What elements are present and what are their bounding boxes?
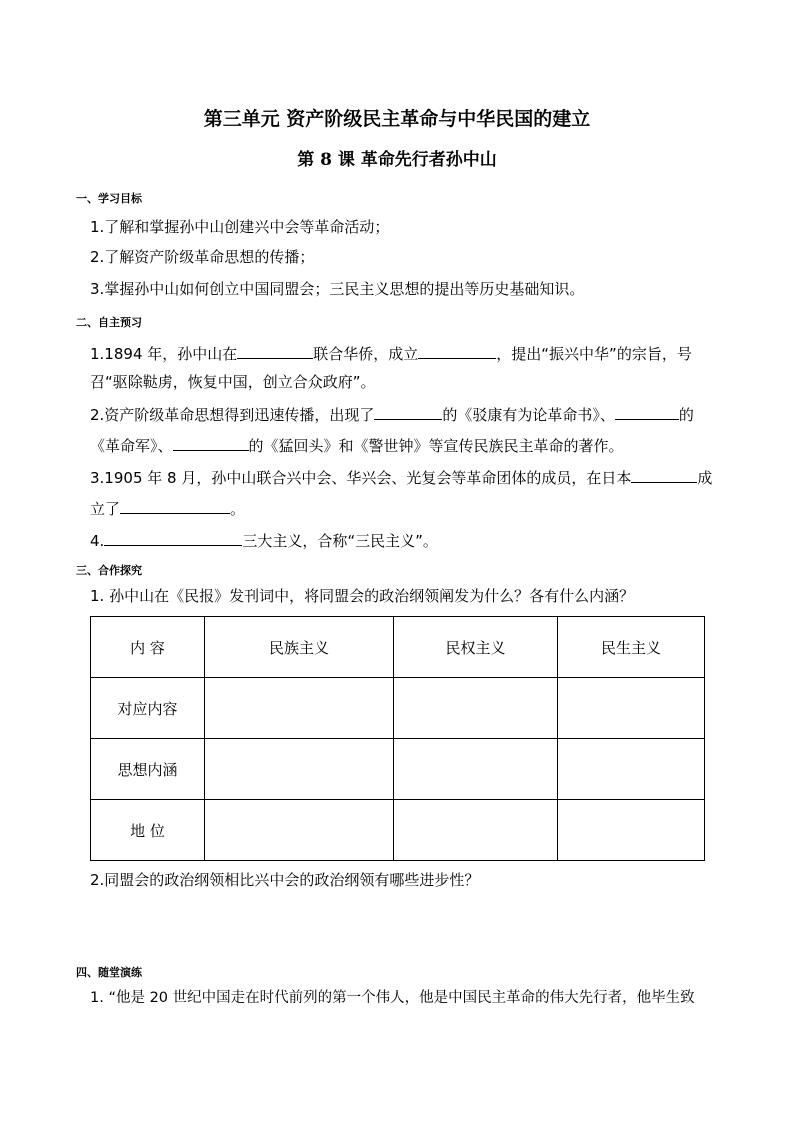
table-cell-empty[interactable] [558, 739, 705, 800]
section-heading-goals: 一、学习目标 [76, 192, 142, 205]
table-cell-empty[interactable] [558, 800, 705, 861]
table-cell-empty[interactable] [205, 739, 394, 800]
fill-blank[interactable] [374, 403, 442, 420]
table-header-cell: 民生主义 [558, 617, 705, 678]
fill-blank[interactable] [120, 497, 230, 514]
cooperate-q1: 1. 孙中山在《民报》发刊词中，将同盟会的政治纲领阐发为什么？各有什么内涵？ [90, 587, 635, 605]
section-heading-cooperate: 三、合作探究 [76, 564, 142, 577]
table-cell-empty[interactable] [558, 678, 705, 739]
table-header-cell: 民权主义 [394, 617, 558, 678]
table-header-row [91, 617, 705, 678]
section-heading-preview: 二、自主预习 [76, 316, 142, 329]
principles-table [90, 616, 705, 861]
lesson-title: 第 8 课 革命先行者孙中山 [297, 150, 497, 170]
preview-q2-line2 [90, 434, 624, 456]
table-row-label: 地 位 [91, 800, 205, 861]
preview-q3-text-d: 。 [230, 500, 246, 518]
table-cell-empty[interactable] [394, 739, 558, 800]
fill-blank[interactable] [104, 529, 242, 546]
preview-q2-text-b: 的《驳康有为论革命书》、 [442, 406, 615, 424]
preview-q1-line1 [90, 342, 692, 364]
preview-q2-text-e: 的《猛回头》和《警世钟》等宣传民族民主革命的著作。 [248, 437, 624, 455]
table-row [91, 678, 705, 739]
fill-blank[interactable] [173, 434, 249, 451]
cooperate-q2: 2.同盟会的政治纲领相比兴中会的政治纲领有哪些进步性？ [90, 871, 480, 889]
goal-item-2: 2.了解资产阶级革命思想的传播； [90, 248, 315, 266]
table-row [91, 739, 705, 800]
table-cell-empty[interactable] [394, 678, 558, 739]
practice-q1: 1. “他是 20 世纪中国走在时代前列的第一个伟人，他是中国民主革命的伟大先行者，他毕生致 [90, 990, 695, 1006]
table-header-cell: 内 容 [91, 617, 205, 678]
preview-q4-text-a: 4. [90, 532, 105, 550]
preview-q1-text-c: ，提出“振兴中华”的宗旨，号 [496, 345, 692, 363]
preview-q3-line1 [90, 466, 712, 488]
preview-q3-text-b: 成 [697, 469, 713, 487]
goal-item-1: 1.了解和掌握孙中山创建兴中会等革命活动； [90, 218, 390, 236]
unit-title: 第三单元 资产阶级民主革命与中华民国的建立 [203, 108, 591, 130]
table-cell-empty[interactable] [205, 800, 394, 861]
preview-q3-text-c: 立了 [90, 500, 121, 518]
preview-q3-text-a: 3.1905 年 8 月，孙中山联合兴中会、华兴会、光复会等革命团体的成员，在日本 [90, 469, 632, 487]
fill-blank[interactable] [615, 403, 679, 420]
preview-q2-line1 [90, 403, 694, 425]
preview-q4-text-b: 三大主义，合称“三民主义”。 [242, 532, 438, 550]
preview-q2-text-c: 的 [678, 406, 694, 424]
table-row-label: 对应内容 [91, 678, 205, 739]
section-heading-practice: 四、随堂演练 [76, 966, 142, 979]
table-cell-empty[interactable] [205, 678, 394, 739]
table-row-label: 思想内涵 [91, 739, 205, 800]
preview-q1-line2: 召“驱除鞑虏，恢复中国，创立合众政府”。 [90, 373, 376, 391]
preview-q4-line [90, 529, 438, 551]
fill-blank[interactable] [418, 342, 496, 359]
fill-blank[interactable] [631, 466, 697, 483]
table-header-cell: 民族主义 [205, 617, 394, 678]
preview-q3-line2 [90, 497, 245, 519]
preview-q1-text-a: 1.1894 年，孙中山在 [90, 345, 238, 363]
preview-q1-text-b: 联合华侨，成立 [313, 345, 419, 363]
preview-q2-text-d: 《革命军》、 [90, 437, 173, 455]
table-row [91, 800, 705, 861]
goal-item-3: 3.掌握孙中山如何创立中国同盟会；三民主义思想的提出等历史基础知识。 [90, 280, 585, 298]
fill-blank[interactable] [237, 342, 313, 359]
preview-q2-text-a: 2.资产阶级革命思想得到迅速传播，出现了 [90, 406, 375, 424]
table-cell-empty[interactable] [394, 800, 558, 861]
